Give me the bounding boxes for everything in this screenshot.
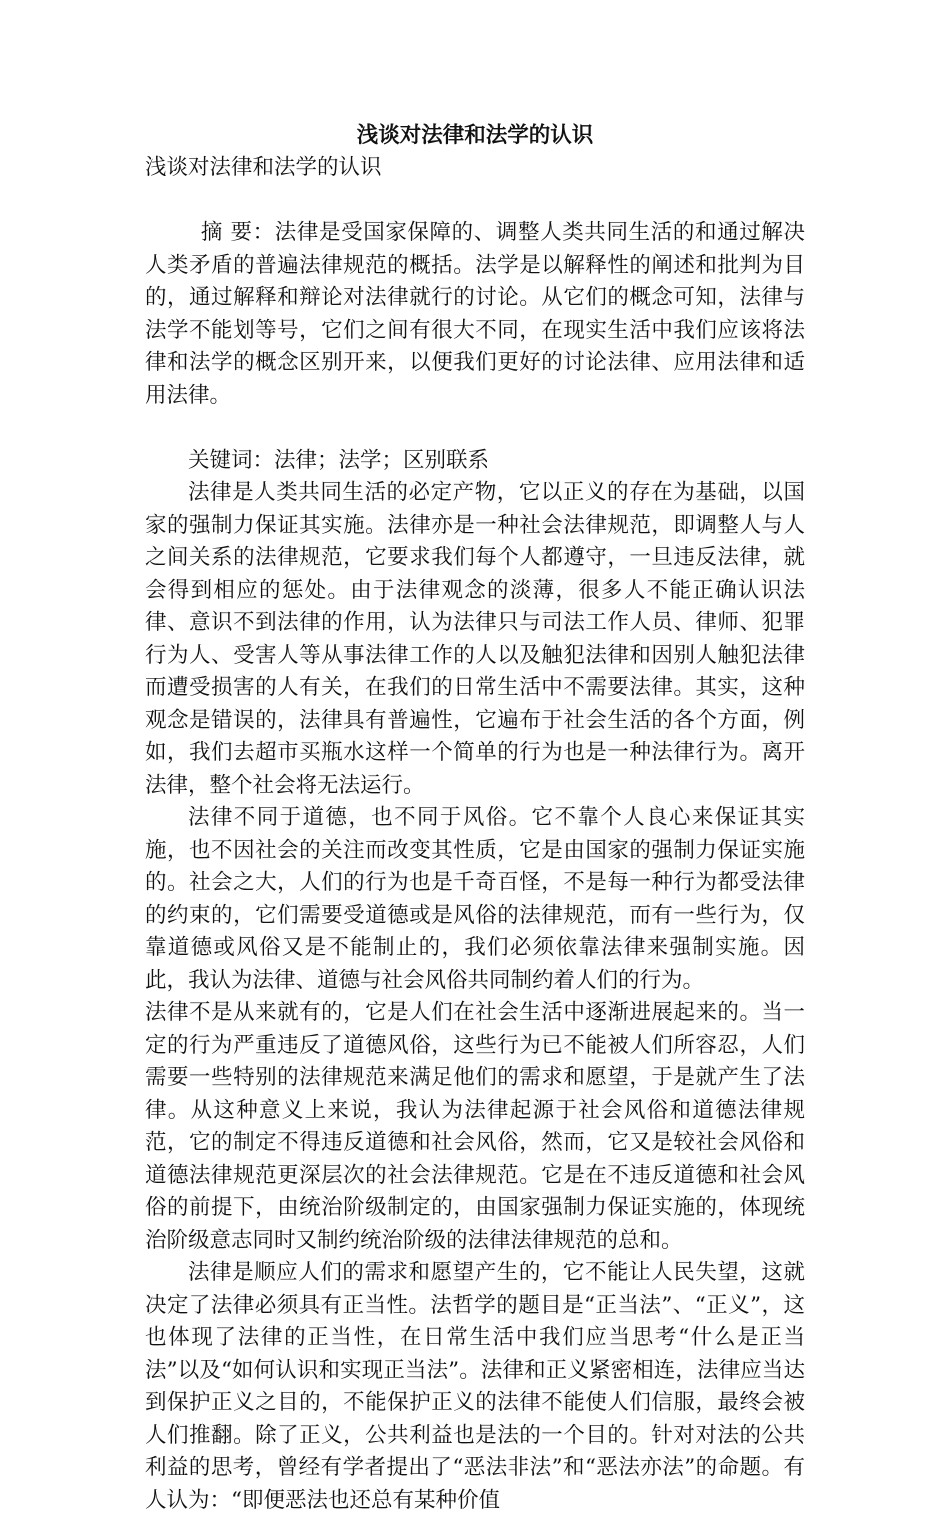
abstract-paragraph: 摘 要：法律是受国家保障的、调整人类共同生活的和通过解决人类矛盾的普遍法律规范的概括。法学是以解释性的阐述和批判为目的，通过解释和辩论对法律就行的讨论。从它们的概念可知，法律与法学不能划等号，它们之间有很大不同，在现实生活中我们应该将法律和法学的概念区别开来，以便我们更好的讨论法律、应用法律和适用法律。 xyxy=(145,220,805,408)
body-paragraph-3: 法律不是从来就有的，它是人们在社会生活中逐渐进展起来的。当一定的行为严重违反了道德风俗，这些行为已不能被人们所容忍，人们需要一些特别的法律规范来满足他们的需求和愿望，于是就产生了法律。从这种意义上来说，我认为法律起源于社会风俗和道德法律规范，它的制定不得违反道德和社会风俗，然而，它又是较社会风俗和道德法律规范更深层次的社会法律规范。它是在不违反道德和社会风俗的前提下，由统治阶级制定的，由国家强制力保证实施的，体现统治阶级意志同时又制约统治阶级的法律法律规范的总和。 xyxy=(145,1000,805,1253)
document-subtitle: 浅谈对法律和法学的认识 xyxy=(145,155,382,180)
blank-line xyxy=(145,185,805,218)
keywords-line: 关键词：法律；法学；区别联系 xyxy=(188,447,490,473)
document-title: 浅谈对法律和法学的认识 xyxy=(356,123,594,148)
document-body xyxy=(145,120,805,1517)
blank-line xyxy=(145,412,805,445)
body-paragraph-1: 法律是人类共同生活的必定产物，它以正义的存在为基础，以国家的强制力保证其实施。法律亦是一种社会法律规范，即调整人与人之间关系的法律规范，它要求我们每个人都遵守，一旦违反法律，就会得到相应的惩处。由于法律观念的淡薄，很多人不能正确认识法律、意识不到法律的作用，认为法律只与司法工作人员、律师、犯罪行为人、受害人等从事法律工作的人以及触犯法律和因别人触犯法律而遭受损害的人有关，在我们的日常生活中不需要法律。其实，这种观念是错误的，法律具有普遍性，它遍布于社会生活的各个方面，例如，我们去超市买瓶水这样一个简单的行为也是一种法律行为。离开法律，整个社会将无法运行。 xyxy=(145,480,805,798)
body-paragraph-4: 法律是顺应人们的需求和愿望产生的，它不能让人民失望，这就决定了法律必须具有正当性。法哲学的题目是“正当法”、“正义”，这也体现了法律的正当性，在日常生活中我们应当思考“什么是正当法”以及“如何认识和实现正当法”。法律和正义紧密相连，法律应当达到保护正义之目的，不能保护正义的法律不能使人们信服，最终会被人们推翻。除了正义，公共利益也是法的一个目的。针对对法的公共利益的思考，曾经有学者提出了“恶法非法”和“恶法亦法”的命题。有人认为：“即便恶法也还总有某种价值 xyxy=(145,1260,805,1513)
body-paragraph-2: 法律不同于道德，也不同于风俗。它不靠个人良心来保证其实施，也不因社会的关注而改变其性质，它是由国家的强制力保证实施的。社会之大，人们的行为也是千奇百怪，不是每一种行为都受法律的约束的，它们需要受道德或是风俗的法律规范，而有一些行为，仅靠道德或风俗又是不能制止的，我们必须依靠法律来强制实施。因此，我认为法律、道德与社会风俗共同制约着人们的行为。 xyxy=(145,805,805,993)
